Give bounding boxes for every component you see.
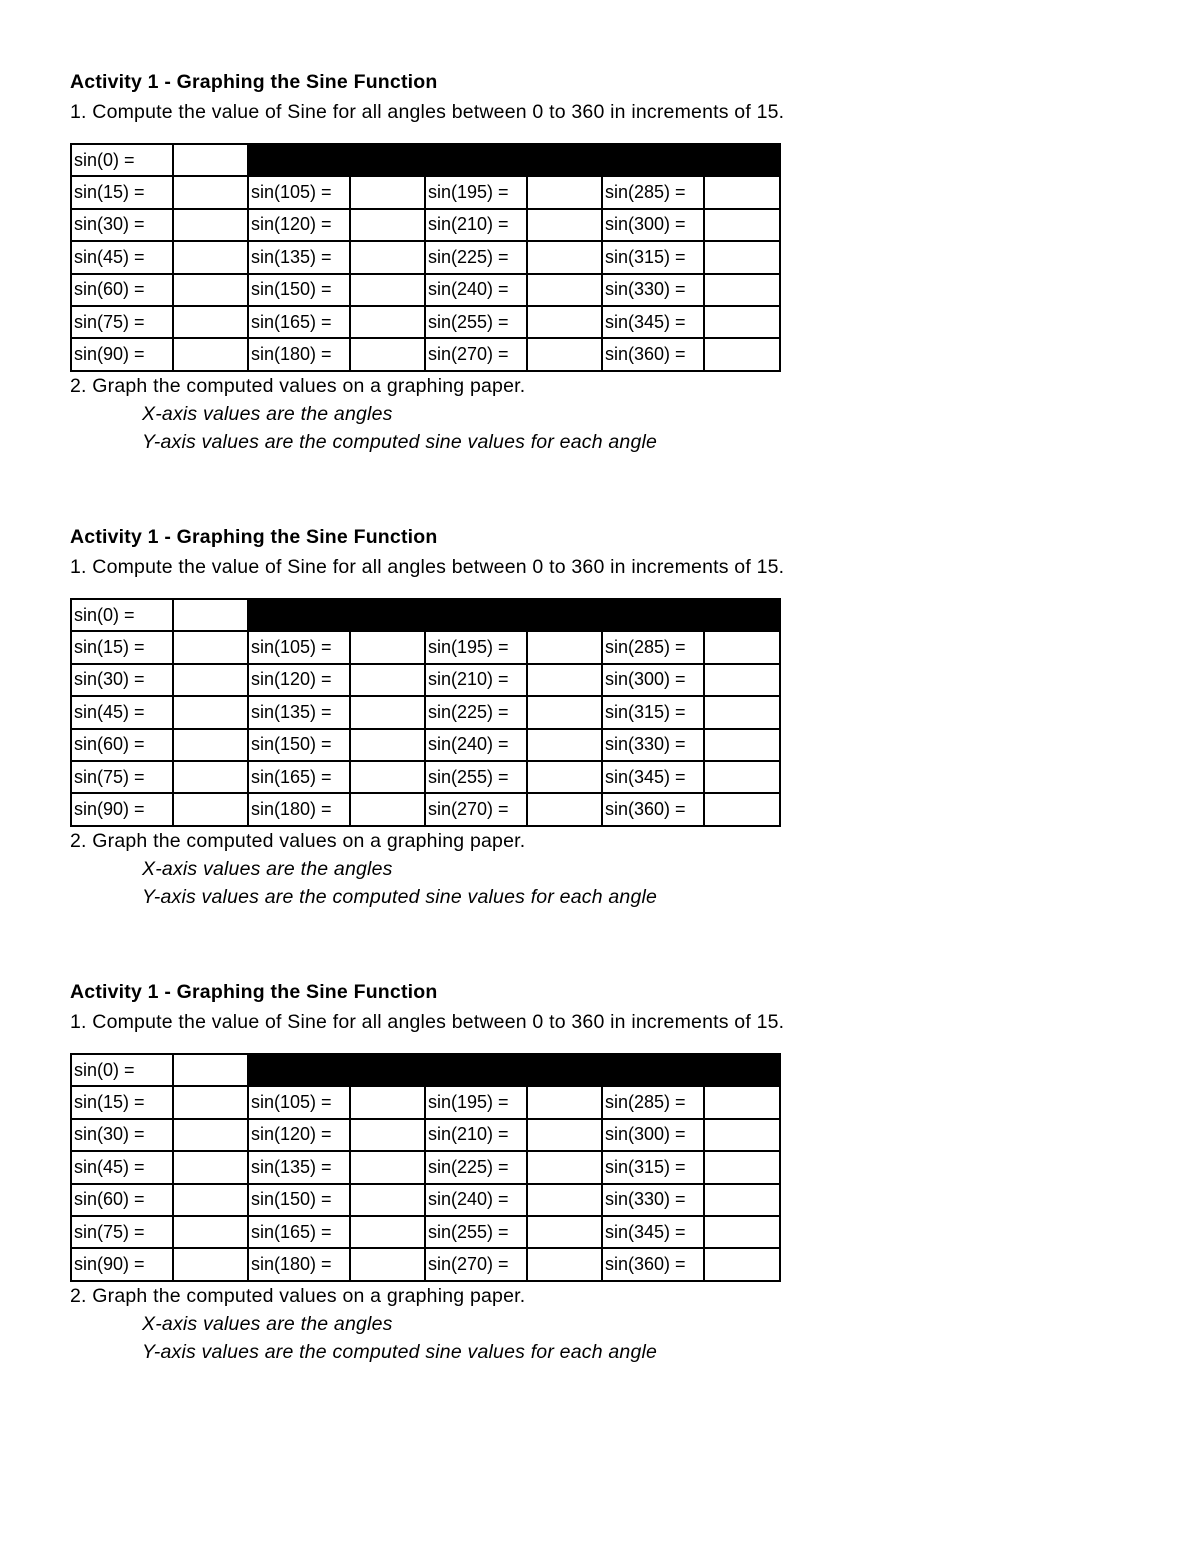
angle-label: sin(90) =: [71, 338, 173, 370]
angle-label: sin(270) =: [425, 338, 527, 370]
answer-cell[interactable]: [704, 1184, 780, 1216]
angle-label: sin(15) =: [71, 176, 173, 208]
angle-label: sin(345) =: [602, 306, 704, 338]
angle-label: sin(30) =: [71, 209, 173, 241]
answer-cell[interactable]: [704, 631, 780, 663]
blackout-cell: [248, 144, 780, 176]
answer-cell[interactable]: [704, 1119, 780, 1151]
answer-cell[interactable]: [350, 306, 425, 338]
answer-cell[interactable]: [173, 338, 248, 370]
angle-label: sin(15) =: [71, 1086, 173, 1118]
angle-label: sin(105) =: [248, 631, 350, 663]
activity-title: Activity 1 - Graphing the Sine Function: [70, 981, 438, 1003]
table-row: [71, 1184, 780, 1216]
answer-cell[interactable]: [173, 599, 248, 631]
answer-cell[interactable]: [527, 338, 602, 370]
table-row: [71, 209, 780, 241]
angle-label: sin(210) =: [425, 209, 527, 241]
angle-label: sin(75) =: [71, 761, 173, 793]
x-axis-note: X-axis values are the angles: [142, 857, 393, 880]
answer-cell[interactable]: [527, 664, 602, 696]
angle-label: sin(105) =: [248, 1086, 350, 1118]
table-row: [71, 696, 780, 728]
answer-cell[interactable]: [527, 729, 602, 761]
answer-cell[interactable]: [527, 209, 602, 241]
answer-cell[interactable]: [704, 1086, 780, 1118]
table-row: [71, 664, 780, 696]
angle-label: sin(180) =: [248, 338, 350, 370]
answer-cell[interactable]: [173, 306, 248, 338]
angle-label: sin(330) =: [602, 729, 704, 761]
answer-cell[interactable]: [704, 1248, 780, 1280]
answer-cell[interactable]: [704, 761, 780, 793]
angle-label: sin(255) =: [425, 306, 527, 338]
angle-label: sin(135) =: [248, 1151, 350, 1183]
angle-label: sin(285) =: [602, 176, 704, 208]
answer-cell[interactable]: [350, 664, 425, 696]
angle-label: sin(240) =: [425, 274, 527, 306]
angle-label: sin(195) =: [425, 176, 527, 208]
answer-cell[interactable]: [527, 1151, 602, 1183]
table-row: [71, 1086, 780, 1118]
angle-label: sin(195) =: [425, 1086, 527, 1118]
answer-cell[interactable]: [704, 306, 780, 338]
answer-cell[interactable]: [527, 1216, 602, 1248]
answer-cell[interactable]: [527, 1086, 602, 1118]
angle-label: sin(300) =: [602, 209, 704, 241]
angle-label: sin(45) =: [71, 696, 173, 728]
table-row: [71, 729, 780, 761]
angle-label: sin(345) =: [602, 1216, 704, 1248]
step-2-instruction: 2. Graph the computed values on a graphing paper.: [70, 1284, 526, 1307]
answer-cell[interactable]: [350, 274, 425, 306]
answer-cell[interactable]: [173, 1184, 248, 1216]
table-row: [71, 338, 780, 370]
table-row: [71, 144, 780, 176]
answer-cell[interactable]: [350, 241, 425, 273]
sine-table: [70, 598, 781, 827]
answer-cell[interactable]: [350, 1216, 425, 1248]
answer-cell[interactable]: [350, 793, 425, 825]
angle-label: sin(315) =: [602, 241, 704, 273]
step-1-instruction: 1. Compute the value of Sine for all angles between 0 to 360 in increments of 15.: [70, 1011, 785, 1033]
answer-cell[interactable]: [173, 761, 248, 793]
angle-label: sin(165) =: [248, 306, 350, 338]
angle-label: sin(300) =: [602, 664, 704, 696]
answer-cell[interactable]: [704, 696, 780, 728]
answer-cell[interactable]: [704, 241, 780, 273]
table-row: [71, 793, 780, 825]
table-row: [71, 1216, 780, 1248]
angle-label: sin(195) =: [425, 631, 527, 663]
answer-cell[interactable]: [527, 793, 602, 825]
angle-label: sin(225) =: [425, 696, 527, 728]
angle-label: sin(240) =: [425, 729, 527, 761]
angle-label: sin(360) =: [602, 338, 704, 370]
angle-label: sin(225) =: [425, 241, 527, 273]
table-row: [71, 306, 780, 338]
sine-table-body: [71, 1054, 780, 1281]
answer-cell[interactable]: [350, 761, 425, 793]
angle-label: sin(75) =: [71, 1216, 173, 1248]
answer-cell[interactable]: [704, 729, 780, 761]
angle-label: sin(0) =: [71, 599, 173, 631]
angle-label: sin(285) =: [602, 631, 704, 663]
answer-cell[interactable]: [173, 696, 248, 728]
activity-section: [70, 525, 870, 911]
table-row: [71, 1151, 780, 1183]
step-1-instruction: 1. Compute the value of Sine for all angles between 0 to 360 in increments of 15.: [70, 556, 785, 578]
angle-label: sin(120) =: [248, 1119, 350, 1151]
answer-cell[interactable]: [173, 631, 248, 663]
answer-cell[interactable]: [704, 338, 780, 370]
answer-cell[interactable]: [527, 1184, 602, 1216]
answer-cell[interactable]: [527, 176, 602, 208]
angle-label: sin(45) =: [71, 1151, 173, 1183]
angle-label: sin(255) =: [425, 1216, 527, 1248]
angle-label: sin(60) =: [71, 729, 173, 761]
answer-cell[interactable]: [173, 1248, 248, 1280]
angle-label: sin(345) =: [602, 761, 704, 793]
angle-label: sin(120) =: [248, 664, 350, 696]
angle-label: sin(360) =: [602, 793, 704, 825]
answer-cell[interactable]: [704, 209, 780, 241]
y-axis-note: Y-axis values are the computed sine values for each angle: [142, 885, 658, 908]
answer-cell[interactable]: [527, 1119, 602, 1151]
angle-label: sin(135) =: [248, 696, 350, 728]
sine-table: [70, 1053, 781, 1282]
angle-label: sin(150) =: [248, 729, 350, 761]
angle-label: sin(120) =: [248, 209, 350, 241]
answer-cell[interactable]: [704, 176, 780, 208]
angle-label: sin(165) =: [248, 1216, 350, 1248]
answer-cell[interactable]: [350, 1151, 425, 1183]
sine-table-body: [71, 144, 780, 371]
answer-cell[interactable]: [173, 1151, 248, 1183]
answer-cell[interactable]: [173, 1054, 248, 1086]
answer-cell[interactable]: [704, 1216, 780, 1248]
angle-label: sin(285) =: [602, 1086, 704, 1118]
answer-cell[interactable]: [350, 696, 425, 728]
activity-title: Activity 1 - Graphing the Sine Function: [70, 526, 438, 548]
angle-label: sin(330) =: [602, 1184, 704, 1216]
x-axis-note: X-axis values are the angles: [142, 1312, 393, 1335]
table-row: [71, 599, 780, 631]
blackout-cell: [248, 599, 780, 631]
angle-label: sin(90) =: [71, 1248, 173, 1280]
angle-label: sin(30) =: [71, 664, 173, 696]
step-1-instruction: 1. Compute the value of Sine for all angles between 0 to 360 in increments of 15.: [70, 101, 785, 123]
answer-cell[interactable]: [350, 1248, 425, 1280]
blackout-cell: [248, 1054, 780, 1086]
answer-cell[interactable]: [527, 631, 602, 663]
answer-cell[interactable]: [527, 274, 602, 306]
angle-label: sin(0) =: [71, 144, 173, 176]
angle-label: sin(300) =: [602, 1119, 704, 1151]
answer-cell[interactable]: [173, 793, 248, 825]
answer-cell[interactable]: [350, 1119, 425, 1151]
angle-label: sin(270) =: [425, 793, 527, 825]
angle-label: sin(270) =: [425, 1248, 527, 1280]
answer-cell[interactable]: [350, 631, 425, 663]
answer-cell[interactable]: [350, 1086, 425, 1118]
angle-label: sin(60) =: [71, 274, 173, 306]
angle-label: sin(255) =: [425, 761, 527, 793]
answer-cell[interactable]: [527, 761, 602, 793]
answer-cell[interactable]: [173, 176, 248, 208]
angle-label: sin(360) =: [602, 1248, 704, 1280]
table-row: [71, 274, 780, 306]
angle-label: sin(210) =: [425, 1119, 527, 1151]
table-row: [71, 761, 780, 793]
y-axis-note: Y-axis values are the computed sine values for each angle: [142, 1340, 658, 1363]
angle-label: sin(135) =: [248, 241, 350, 273]
step-2-instruction: 2. Graph the computed values on a graphing paper.: [70, 829, 526, 852]
answer-cell[interactable]: [173, 1216, 248, 1248]
answer-cell[interactable]: [173, 1119, 248, 1151]
answer-cell[interactable]: [173, 729, 248, 761]
angle-label: sin(225) =: [425, 1151, 527, 1183]
angle-label: sin(330) =: [602, 274, 704, 306]
angle-label: sin(45) =: [71, 241, 173, 273]
answer-cell[interactable]: [527, 1248, 602, 1280]
table-row: [71, 241, 780, 273]
activity-section: [70, 70, 870, 456]
table-row: [71, 631, 780, 663]
angle-label: sin(210) =: [425, 664, 527, 696]
table-row: [71, 176, 780, 208]
sine-table: [70, 143, 781, 372]
activity-title: Activity 1 - Graphing the Sine Function: [70, 71, 438, 93]
answer-cell[interactable]: [704, 664, 780, 696]
answer-cell[interactable]: [527, 696, 602, 728]
angle-label: sin(180) =: [248, 1248, 350, 1280]
sine-table-body: [71, 599, 780, 826]
answer-cell[interactable]: [173, 1086, 248, 1118]
answer-cell[interactable]: [350, 1184, 425, 1216]
table-row: [71, 1248, 780, 1280]
angle-label: sin(315) =: [602, 1151, 704, 1183]
y-axis-note: Y-axis values are the computed sine values for each angle: [142, 430, 658, 453]
answer-cell[interactable]: [704, 274, 780, 306]
answer-cell[interactable]: [350, 209, 425, 241]
angle-label: sin(165) =: [248, 761, 350, 793]
answer-cell[interactable]: [173, 209, 248, 241]
table-row: [71, 1054, 780, 1086]
angle-label: sin(105) =: [248, 176, 350, 208]
activity-section: [70, 980, 870, 1366]
answer-cell[interactable]: [173, 144, 248, 176]
angle-label: sin(240) =: [425, 1184, 527, 1216]
table-row: [71, 1119, 780, 1151]
angle-label: sin(60) =: [71, 1184, 173, 1216]
angle-label: sin(0) =: [71, 1054, 173, 1086]
answer-cell[interactable]: [527, 241, 602, 273]
answer-cell[interactable]: [350, 729, 425, 761]
angle-label: sin(75) =: [71, 306, 173, 338]
answer-cell[interactable]: [173, 664, 248, 696]
step-2-instruction: 2. Graph the computed values on a graphing paper.: [70, 374, 526, 397]
answer-cell[interactable]: [173, 274, 248, 306]
angle-label: sin(315) =: [602, 696, 704, 728]
angle-label: sin(180) =: [248, 793, 350, 825]
angle-label: sin(150) =: [248, 1184, 350, 1216]
angle-label: sin(150) =: [248, 274, 350, 306]
answer-cell[interactable]: [704, 793, 780, 825]
answer-cell[interactable]: [527, 306, 602, 338]
angle-label: sin(90) =: [71, 793, 173, 825]
angle-label: sin(30) =: [71, 1119, 173, 1151]
answer-cell[interactable]: [350, 176, 425, 208]
answer-cell[interactable]: [350, 338, 425, 370]
answer-cell[interactable]: [704, 1151, 780, 1183]
angle-label: sin(15) =: [71, 631, 173, 663]
answer-cell[interactable]: [173, 241, 248, 273]
x-axis-note: X-axis values are the angles: [142, 402, 393, 425]
